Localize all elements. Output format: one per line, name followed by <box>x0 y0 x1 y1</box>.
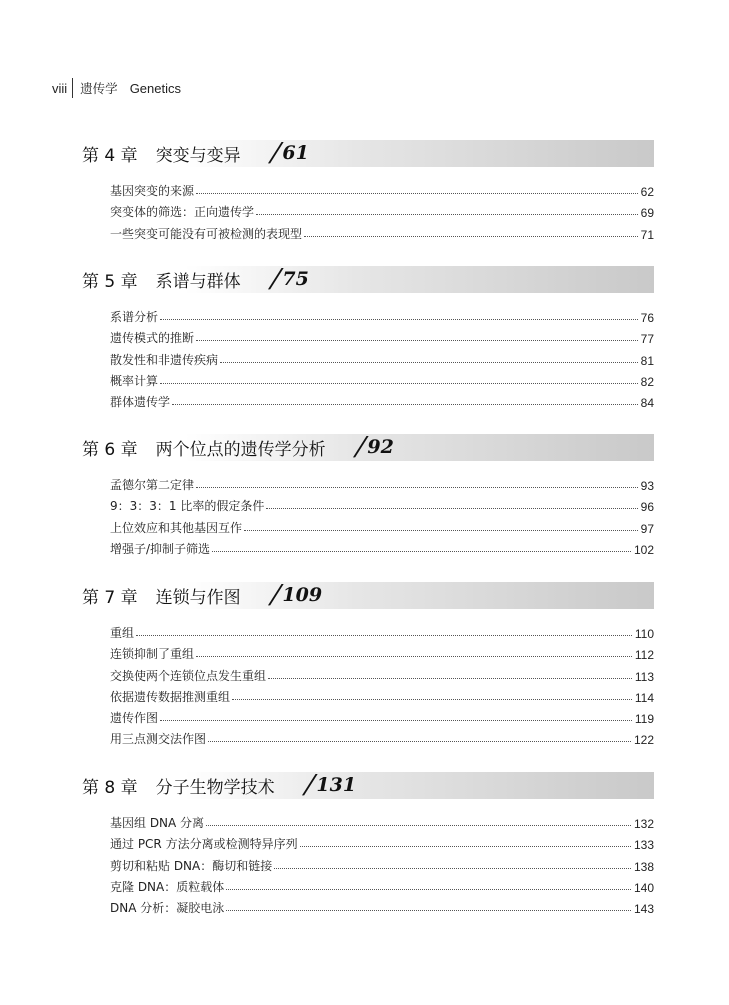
toc-entry-label: 上位效应和其他基因互作 <box>110 520 243 535</box>
chapter-heading[interactable] <box>82 769 654 800</box>
toc-entry-page: 102 <box>633 542 654 557</box>
slash-separator: / <box>266 263 285 294</box>
chapter-start-page <box>266 263 309 295</box>
section-list <box>82 304 654 410</box>
chapter-number: 第 5 章 <box>82 272 138 292</box>
toc-entry-label: 通过 PCR 方法分离或检测特异序列 <box>110 837 298 852</box>
toc-entry-label: 9：3：3：1 比率的假定条件 <box>110 499 265 514</box>
toc-entry[interactable] <box>110 389 654 410</box>
toc-entry-label: 突变体的筛选：正向遗传学 <box>110 205 255 220</box>
book-title-cn: 遗传学 <box>80 81 118 96</box>
chapter-number: 第 8 章 <box>82 778 138 798</box>
chapter-section <box>82 137 654 242</box>
book-title-en: Genetics <box>129 80 181 96</box>
toc-entry-page: 77 <box>640 332 654 347</box>
toc-entry-label: 依据遗传数据推测重组 <box>110 689 231 704</box>
toc-entry[interactable] <box>110 178 654 199</box>
dot-leader <box>244 530 638 531</box>
chapter-page-number: 92 <box>367 435 394 458</box>
dot-leader <box>232 699 632 700</box>
chapter-heading[interactable] <box>82 431 654 462</box>
chapter-number: 第 6 章 <box>82 440 138 460</box>
toc-entry-page: 138 <box>633 859 654 874</box>
dot-leader <box>196 487 638 488</box>
slash-separator: / <box>351 431 370 462</box>
toc-entry-page: 112 <box>634 648 654 663</box>
toc-entry-label: 基因组 DNA 分离 <box>110 816 205 831</box>
dot-leader <box>160 319 638 320</box>
toc-entry[interactable] <box>110 514 654 535</box>
toc-entry-page: 110 <box>634 627 654 642</box>
chapter-heading[interactable] <box>82 137 654 168</box>
chapter-start-page <box>300 769 357 801</box>
dot-leader <box>196 340 638 341</box>
dot-leader <box>172 404 638 405</box>
toc-entry[interactable] <box>110 874 654 895</box>
toc-entry-page: 133 <box>633 838 654 853</box>
section-list <box>82 620 654 747</box>
chapter-heading[interactable] <box>82 579 654 610</box>
dot-leader <box>266 508 637 509</box>
toc-entry[interactable] <box>110 368 654 389</box>
chapter-section <box>82 263 654 410</box>
chapter-title: 分子生物学技术 <box>155 778 275 798</box>
chapter-start-page <box>266 579 323 611</box>
dot-leader <box>136 635 632 636</box>
toc-entry-label: DNA 分析：凝胶电泳 <box>110 900 225 915</box>
section-list <box>82 810 654 916</box>
toc-entry-page: 122 <box>633 733 654 748</box>
page-number: viii <box>52 80 68 96</box>
toc-entry-page: 132 <box>633 817 654 832</box>
chapter-title: 两个位点的遗传学分析 <box>155 440 326 460</box>
dot-leader <box>208 741 631 742</box>
toc-entry-label: 概率计算 <box>110 373 159 388</box>
toc-entry-page: 97 <box>640 521 654 536</box>
toc-entry[interactable] <box>110 493 654 514</box>
toc-entry-label: 增强子/抑制子筛选 <box>110 541 211 556</box>
toc-entry-label: 系谱分析 <box>110 310 159 325</box>
dot-leader <box>160 720 632 721</box>
toc-entry-label: 克隆 DNA：质粒载体 <box>110 879 225 894</box>
toc-entry[interactable] <box>110 304 654 325</box>
chapter-start-page <box>266 137 309 169</box>
toc-entry[interactable] <box>110 895 654 916</box>
toc-entry-page: 71 <box>640 227 654 242</box>
toc-entry[interactable] <box>110 726 654 747</box>
slash-separator: / <box>266 137 285 168</box>
toc-entry[interactable] <box>110 536 654 557</box>
slash-separator: / <box>266 579 285 610</box>
section-list <box>82 178 654 242</box>
toc-entry-page: 62 <box>640 185 654 200</box>
toc-entry-page: 140 <box>633 880 654 895</box>
toc-entry-label: 群体遗传学 <box>110 394 171 409</box>
toc-entry[interactable] <box>110 662 654 683</box>
toc-entry-page: 93 <box>640 479 654 494</box>
toc-entry[interactable] <box>110 810 654 831</box>
toc-entry-page: 76 <box>640 311 654 326</box>
toc-entry[interactable] <box>110 831 654 852</box>
chapter-section <box>82 769 654 916</box>
toc-entry-page: 119 <box>634 711 654 726</box>
toc-entry-label: 连锁抑制了重组 <box>110 647 195 662</box>
toc-entry-page: 69 <box>640 206 654 221</box>
dot-leader <box>220 362 638 363</box>
chapter-page-number: 61 <box>282 141 309 164</box>
chapter-title: 连锁与作图 <box>155 588 241 608</box>
dot-leader <box>226 889 631 890</box>
dot-leader <box>274 868 631 869</box>
toc-entry-page: 113 <box>634 669 654 684</box>
chapter-heading[interactable] <box>82 263 654 294</box>
dot-leader <box>196 656 632 657</box>
chapter-page-number: 131 <box>316 773 357 796</box>
dot-leader <box>206 825 631 826</box>
toc-entry[interactable] <box>110 325 654 346</box>
toc-entry-label: 遗传作图 <box>110 710 159 725</box>
toc-entry-label: 基因突变的来源 <box>110 184 195 199</box>
chapter-title: 系谱与群体 <box>155 272 241 292</box>
dot-leader <box>304 236 638 237</box>
toc-entry-label: 剪切和粘贴 DNA：酶切和链接 <box>110 858 273 873</box>
dot-leader <box>196 193 638 194</box>
toc-entry-label: 重组 <box>110 626 135 641</box>
header-divider <box>72 78 73 98</box>
toc-entry-page: 143 <box>633 901 654 916</box>
toc-entry[interactable] <box>110 199 654 220</box>
dot-leader <box>226 910 631 911</box>
toc-entry-label: 交换使两个连锁位点发生重组 <box>110 668 267 683</box>
chapter-section <box>82 579 654 748</box>
chapter-section <box>82 431 654 557</box>
toc-entry-label: 用三点测交法作图 <box>110 732 207 747</box>
toc-entry[interactable] <box>110 346 654 367</box>
toc-entry-label: 一些突变可能没有可被检测的表现型 <box>110 226 303 241</box>
toc-entry-page: 96 <box>640 500 654 515</box>
chapter-title: 突变与变异 <box>155 146 241 166</box>
running-header <box>52 78 181 98</box>
toc-entry[interactable] <box>110 641 654 662</box>
chapter-number: 第 7 章 <box>82 588 138 608</box>
section-list <box>82 472 654 557</box>
toc-entry[interactable] <box>110 852 654 873</box>
chapter-page-number: 75 <box>282 267 309 290</box>
toc-entry-label: 遗传模式的推断 <box>110 331 195 346</box>
chapter-start-page <box>351 431 394 463</box>
dot-leader <box>212 551 631 552</box>
toc-entry-page: 81 <box>640 353 654 368</box>
toc-entry[interactable] <box>110 220 654 241</box>
toc-entry[interactable] <box>110 684 654 705</box>
toc-entry[interactable] <box>110 705 654 726</box>
toc-entry-page: 114 <box>634 690 654 705</box>
toc-entry[interactable] <box>110 620 654 641</box>
toc-entry-label: 散发性和非遗传疾病 <box>110 352 219 367</box>
chapter-page-number: 109 <box>282 583 323 606</box>
chapter-number: 第 4 章 <box>82 146 138 166</box>
dot-leader <box>160 383 638 384</box>
slash-separator: / <box>300 769 319 800</box>
toc-entry[interactable] <box>110 472 654 493</box>
toc-entry-page: 82 <box>640 374 654 389</box>
toc-entry-page: 84 <box>640 395 654 410</box>
dot-leader <box>268 678 632 679</box>
toc-entry-label: 孟德尔第二定律 <box>110 478 195 493</box>
dot-leader <box>300 846 631 847</box>
dot-leader <box>256 214 638 215</box>
